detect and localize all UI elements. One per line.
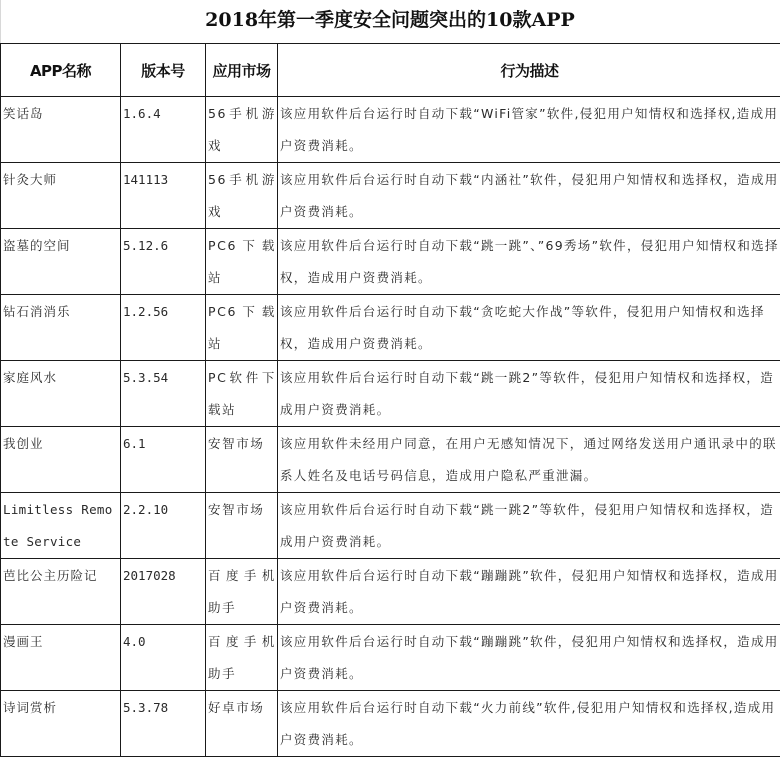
header-market: 应用市场	[206, 44, 278, 97]
description: 该应用软件后台运行时自动下载“跳一跳2”等软件，侵犯用户知情权和选择权，造成用户资费消耗。	[278, 493, 780, 558]
version: 1.6.4	[121, 97, 205, 130]
version: 2017028	[121, 559, 205, 592]
version-cell	[121, 427, 206, 493]
version: 5.3.54	[121, 361, 205, 394]
app-name: 笑话岛	[1, 97, 120, 130]
page-title: 2018年第一季度安全问题突出的10款APP	[0, 0, 780, 44]
app-name: 诗词赏析	[1, 691, 120, 724]
app-name: 芭比公主历险记	[1, 559, 120, 592]
version-cell	[121, 691, 206, 757]
app-name-cell	[1, 625, 121, 691]
description-cell	[278, 427, 780, 493]
market-cell	[206, 229, 278, 295]
market-cell	[206, 427, 278, 493]
table-row	[1, 163, 780, 229]
market-cell	[206, 625, 278, 691]
app-name-cell	[1, 229, 121, 295]
market: PC6下载站	[206, 295, 277, 360]
app-name: 针灸大师	[1, 163, 120, 196]
description: 该应用软件后台运行时自动下载“跳一跳”、”69秀场”软件，侵犯用户知情权和选择权，造成用户资费消耗。	[278, 229, 780, 294]
app-name: 家庭风水	[1, 361, 120, 394]
version-cell	[121, 559, 206, 625]
version: 4.0	[121, 625, 205, 658]
market-cell	[206, 97, 278, 163]
version-cell	[121, 625, 206, 691]
table-row	[1, 493, 780, 559]
market: 百度手机助手	[206, 559, 277, 624]
version: 1.2.56	[121, 295, 205, 328]
app-name: 盗墓的空间	[1, 229, 120, 262]
market: 百度手机助手	[206, 625, 277, 690]
app-name-cell	[1, 427, 121, 493]
description: 该应用软件后台运行时自动下载“蹦蹦跳”软件，侵犯用户知情权和选择权，造成用户资费消耗。	[278, 625, 780, 690]
version: 5.3.78	[121, 691, 205, 724]
version-cell	[121, 493, 206, 559]
description-cell	[278, 691, 780, 757]
market: 56手机游戏	[206, 97, 277, 162]
description: 该应用软件后台运行时自动下载“跳一跳2”等软件，侵犯用户知情权和选择权，造成用户资费消耗。	[278, 361, 780, 426]
description: 该应用软件未经用户同意，在用户无感知情况下，通过网络发送用户通讯录中的联系人姓名及电话号码信息，造成用户隐私严重泄漏。	[278, 427, 780, 492]
app-name-cell	[1, 295, 121, 361]
market: 安智市场	[206, 427, 277, 460]
version-cell	[121, 163, 206, 229]
description-cell	[278, 361, 780, 427]
table-row	[1, 427, 780, 493]
description: 该应用软件后台运行时自动下载“贪吃蛇大作战”等软件，侵犯用户知情权和选择权，造成用户资费消耗。	[278, 295, 780, 360]
version: 5.12.6	[121, 229, 205, 262]
version: 141113	[121, 163, 205, 196]
app-name: Limitless Remote Service	[1, 493, 120, 558]
description-cell	[278, 625, 780, 691]
app-name-cell	[1, 163, 121, 229]
market: 56手机游戏	[206, 163, 277, 228]
version: 6.1	[121, 427, 205, 460]
table-row	[1, 625, 780, 691]
header-version: 版本号	[121, 44, 206, 97]
description-cell	[278, 559, 780, 625]
market-cell	[206, 295, 278, 361]
table-row	[1, 97, 780, 163]
version-cell	[121, 361, 206, 427]
market-cell	[206, 559, 278, 625]
app-name-cell	[1, 361, 121, 427]
description: 该应用软件后台运行时自动下载“火力前线”软件,侵犯用户知情权和选择权,造成用户资费消耗。	[278, 691, 780, 756]
description-cell	[278, 163, 780, 229]
description: 该应用软件后台运行时自动下载“蹦蹦跳”软件，侵犯用户知情权和选择权，造成用户资费消耗。	[278, 559, 780, 624]
description-cell	[278, 97, 780, 163]
market-cell	[206, 361, 278, 427]
market: PC6下载站	[206, 229, 277, 294]
description: 该应用软件后台运行时自动下载“内涵社”软件，侵犯用户知情权和选择权，造成用户资费消耗。	[278, 163, 780, 228]
app-name: 钻石消消乐	[1, 295, 120, 328]
app-name-cell	[1, 559, 121, 625]
header-app-name: APP名称	[1, 44, 121, 97]
description-cell	[278, 229, 780, 295]
app-name-cell	[1, 97, 121, 163]
version: 2.2.10	[121, 493, 205, 526]
table-row	[1, 691, 780, 757]
app-name: 我创业	[1, 427, 120, 460]
app-name-cell	[1, 493, 121, 559]
version-cell	[121, 229, 206, 295]
version-cell	[121, 295, 206, 361]
table-row	[1, 295, 780, 361]
table-row	[1, 559, 780, 625]
app-security-table	[0, 43, 780, 757]
market-cell	[206, 163, 278, 229]
description: 该应用软件后台运行时自动下载“WiFi管家”软件,侵犯用户知情权和选择权,造成用户资费消耗。	[278, 97, 780, 162]
market: PC软件下载站	[206, 361, 277, 426]
market: 好卓市场	[206, 691, 277, 724]
header-description: 行为描述	[278, 44, 780, 97]
market-cell	[206, 691, 278, 757]
description-cell	[278, 295, 780, 361]
market-cell	[206, 493, 278, 559]
market: 安智市场	[206, 493, 277, 526]
description-cell	[278, 493, 780, 559]
app-name-cell	[1, 691, 121, 757]
version-cell	[121, 97, 206, 163]
table-header-row	[1, 44, 780, 97]
table-row	[1, 229, 780, 295]
table-row	[1, 361, 780, 427]
app-name: 漫画王	[1, 625, 120, 658]
